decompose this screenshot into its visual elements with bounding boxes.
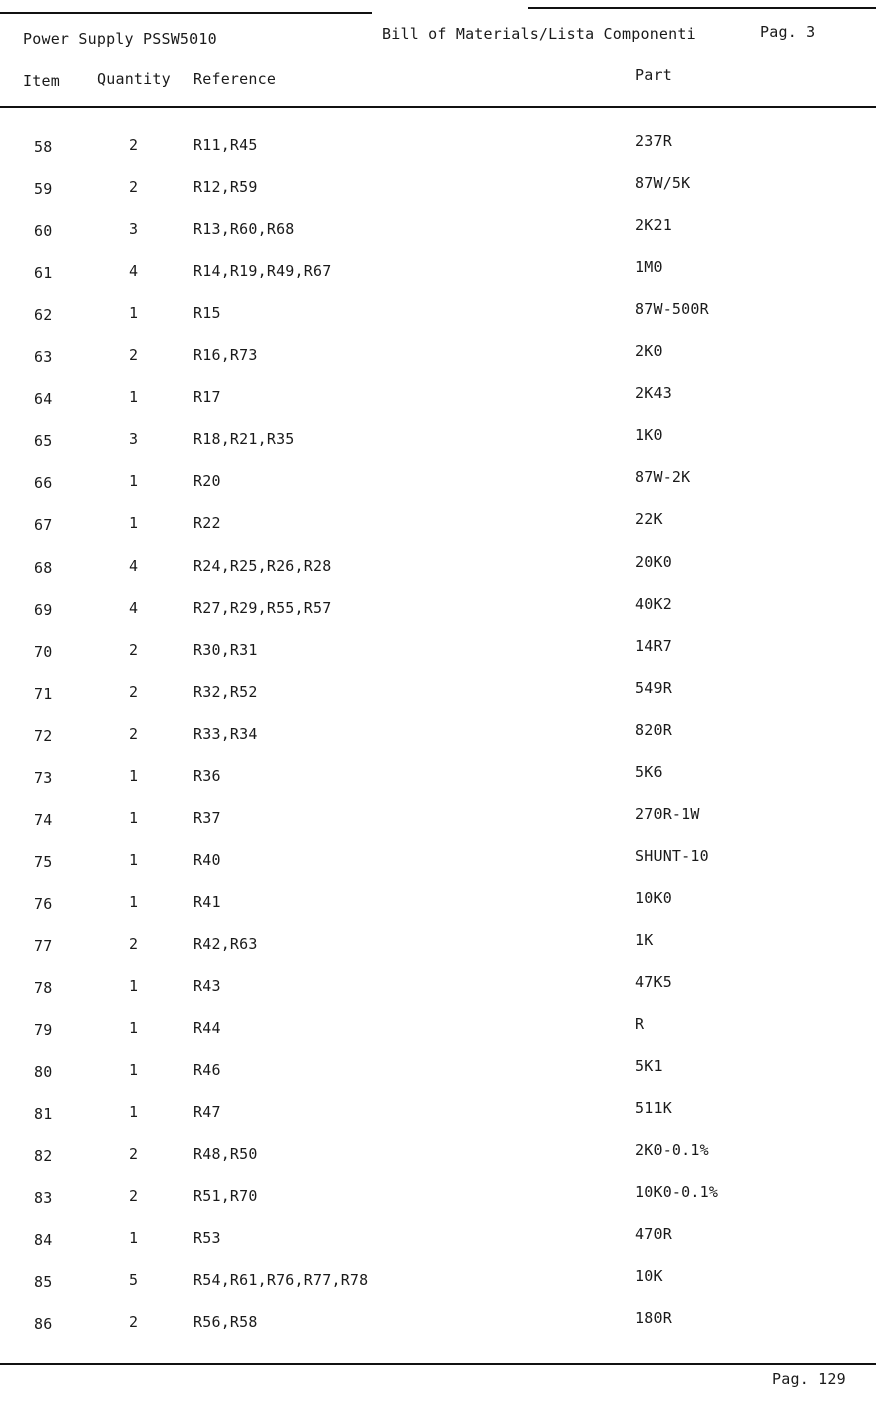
table-row (0, 1309, 876, 1351)
row-item-number: 78 (34, 979, 53, 997)
row-item-number: 75 (34, 853, 53, 871)
row-quantity: 2 (129, 683, 139, 701)
row-reference: R15 (193, 304, 221, 322)
row-quantity: 1 (129, 893, 139, 911)
row-quantity: 1 (129, 1103, 139, 1121)
row-part: 87W-500R (635, 300, 709, 318)
row-quantity: 1 (129, 472, 139, 490)
row-reference: R22 (193, 514, 221, 532)
row-reference: R11,R45 (193, 136, 258, 154)
row-reference: R13,R60,R68 (193, 220, 295, 238)
row-part: 180R (635, 1309, 672, 1327)
row-quantity: 2 (129, 935, 139, 953)
row-part: 10K (635, 1267, 663, 1285)
row-part: 1K0 (635, 426, 663, 444)
row-part: 87W-2K (635, 468, 691, 486)
row-item-number: 76 (34, 895, 53, 913)
table-row (0, 889, 876, 931)
row-part: 5K6 (635, 763, 663, 781)
footer-page-number: Pag. 129 (772, 1370, 846, 1388)
row-part: 2K43 (635, 384, 672, 402)
table-row (0, 468, 876, 510)
column-header-part: Part (635, 66, 672, 84)
table-row (0, 805, 876, 847)
row-quantity: 1 (129, 388, 139, 406)
row-part: 10K0 (635, 889, 672, 907)
row-quantity: 1 (129, 304, 139, 322)
row-item-number: 77 (34, 937, 53, 955)
table-row (0, 595, 876, 637)
row-item-number: 62 (34, 306, 53, 324)
row-part: 1K (635, 931, 654, 949)
row-item-number: 69 (34, 601, 53, 619)
table-row (0, 132, 876, 174)
table-row (0, 258, 876, 300)
row-part: 1M0 (635, 258, 663, 276)
row-quantity: 1 (129, 1229, 139, 1247)
document-title: Power Supply PSSW5010 (23, 30, 217, 48)
row-item-number: 59 (34, 180, 53, 198)
row-quantity: 2 (129, 346, 139, 364)
table-row (0, 342, 876, 384)
row-part: 2K21 (635, 216, 672, 234)
column-header-item: Item (23, 72, 60, 90)
footer-rule (0, 1363, 876, 1365)
table-row (0, 679, 876, 721)
row-quantity: 3 (129, 430, 139, 448)
row-reference: R36 (193, 767, 221, 785)
row-reference: R32,R52 (193, 683, 258, 701)
row-item-number: 68 (34, 559, 53, 577)
row-part: 5K1 (635, 1057, 663, 1075)
row-quantity: 5 (129, 1271, 139, 1289)
table-row (0, 384, 876, 426)
row-item-number: 73 (34, 769, 53, 787)
row-quantity: 4 (129, 599, 139, 617)
row-item-number: 61 (34, 264, 53, 282)
row-quantity: 2 (129, 725, 139, 743)
table-row (0, 1057, 876, 1099)
row-reference: R41 (193, 893, 221, 911)
row-item-number: 79 (34, 1021, 53, 1039)
table-row (0, 510, 876, 552)
table-row (0, 973, 876, 1015)
table-row (0, 931, 876, 973)
row-part: 470R (635, 1225, 672, 1243)
table-row (0, 1183, 876, 1225)
row-part: 237R (635, 132, 672, 150)
table-row (0, 847, 876, 889)
row-part: 14R7 (635, 637, 672, 655)
row-part: 820R (635, 721, 672, 739)
row-quantity: 2 (129, 136, 139, 154)
row-quantity: 1 (129, 514, 139, 532)
row-reference: R40 (193, 851, 221, 869)
row-reference: R37 (193, 809, 221, 827)
row-quantity: 1 (129, 767, 139, 785)
row-reference: R33,R34 (193, 725, 258, 743)
row-part: 10K0-0.1% (635, 1183, 719, 1201)
table-row (0, 1141, 876, 1183)
row-part: 2K0-0.1% (635, 1141, 709, 1159)
row-item-number: 86 (34, 1315, 53, 1333)
row-item-number: 60 (34, 222, 53, 240)
row-reference: R30,R31 (193, 641, 258, 659)
row-reference: R17 (193, 388, 221, 406)
row-part: 47K5 (635, 973, 672, 991)
top-rule-left (0, 12, 372, 14)
row-reference: R12,R59 (193, 178, 258, 196)
row-reference: R44 (193, 1019, 221, 1037)
row-part: SHUNT-10 (635, 847, 709, 865)
table-row (0, 300, 876, 342)
row-quantity: 2 (129, 1187, 139, 1205)
row-quantity: 2 (129, 1145, 139, 1163)
row-reference: R53 (193, 1229, 221, 1247)
column-header-reference: Reference (193, 70, 277, 88)
row-quantity: 2 (129, 1313, 139, 1331)
row-part: 87W/5K (635, 174, 691, 192)
header-separator-rule (0, 106, 876, 108)
row-item-number: 66 (34, 474, 53, 492)
row-item-number: 82 (34, 1147, 53, 1165)
row-part: 549R (635, 679, 672, 697)
row-item-number: 70 (34, 643, 53, 661)
top-rule-right (528, 7, 876, 9)
table-row (0, 721, 876, 763)
row-item-number: 65 (34, 432, 53, 450)
row-quantity: 1 (129, 1019, 139, 1037)
column-header-quantity: Quantity (97, 70, 171, 88)
row-item-number: 67 (34, 516, 53, 534)
row-reference: R47 (193, 1103, 221, 1121)
row-reference: R16,R73 (193, 346, 258, 364)
row-reference: R43 (193, 977, 221, 995)
row-reference: R18,R21,R35 (193, 430, 295, 448)
table-row (0, 553, 876, 595)
table-row (0, 1099, 876, 1141)
row-part: 2K0 (635, 342, 663, 360)
row-reference: R51,R70 (193, 1187, 258, 1205)
row-reference: R42,R63 (193, 935, 258, 953)
row-part: 20K0 (635, 553, 672, 571)
table-row (0, 763, 876, 805)
row-item-number: 74 (34, 811, 53, 829)
row-part: 270R-1W (635, 805, 700, 823)
row-part: 22K (635, 510, 663, 528)
row-item-number: 81 (34, 1105, 53, 1123)
row-reference: R14,R19,R49,R67 (193, 262, 332, 280)
row-reference: R46 (193, 1061, 221, 1079)
row-reference: R56,R58 (193, 1313, 258, 1331)
row-quantity: 1 (129, 1061, 139, 1079)
row-item-number: 84 (34, 1231, 53, 1249)
row-quantity: 4 (129, 262, 139, 280)
row-reference: R24,R25,R26,R28 (193, 557, 332, 575)
row-quantity: 2 (129, 641, 139, 659)
row-reference: R48,R50 (193, 1145, 258, 1163)
table-row (0, 426, 876, 468)
row-quantity: 3 (129, 220, 139, 238)
row-reference: R54,R61,R76,R77,R78 (193, 1271, 369, 1289)
table-row (0, 216, 876, 258)
row-item-number: 64 (34, 390, 53, 408)
table-row (0, 1267, 876, 1309)
document-subtitle: Bill of Materials/Lista Componenti (382, 25, 696, 43)
row-quantity: 1 (129, 851, 139, 869)
row-quantity: 1 (129, 977, 139, 995)
row-reference: R27,R29,R55,R57 (193, 599, 332, 617)
row-item-number: 71 (34, 685, 53, 703)
row-item-number: 72 (34, 727, 53, 745)
row-quantity: 1 (129, 809, 139, 827)
row-item-number: 85 (34, 1273, 53, 1291)
row-part: 40K2 (635, 595, 672, 613)
header-page-number: Pag. 3 (760, 23, 816, 41)
row-item-number: 63 (34, 348, 53, 366)
table-row (0, 174, 876, 216)
row-part: 511K (635, 1099, 672, 1117)
row-reference: R20 (193, 472, 221, 490)
table-row (0, 1225, 876, 1267)
row-part: R (635, 1015, 645, 1033)
row-item-number: 83 (34, 1189, 53, 1207)
row-item-number: 80 (34, 1063, 53, 1081)
row-quantity: 4 (129, 557, 139, 575)
row-item-number: 58 (34, 138, 53, 156)
row-quantity: 2 (129, 178, 139, 196)
table-row (0, 637, 876, 679)
table-row (0, 1015, 876, 1057)
